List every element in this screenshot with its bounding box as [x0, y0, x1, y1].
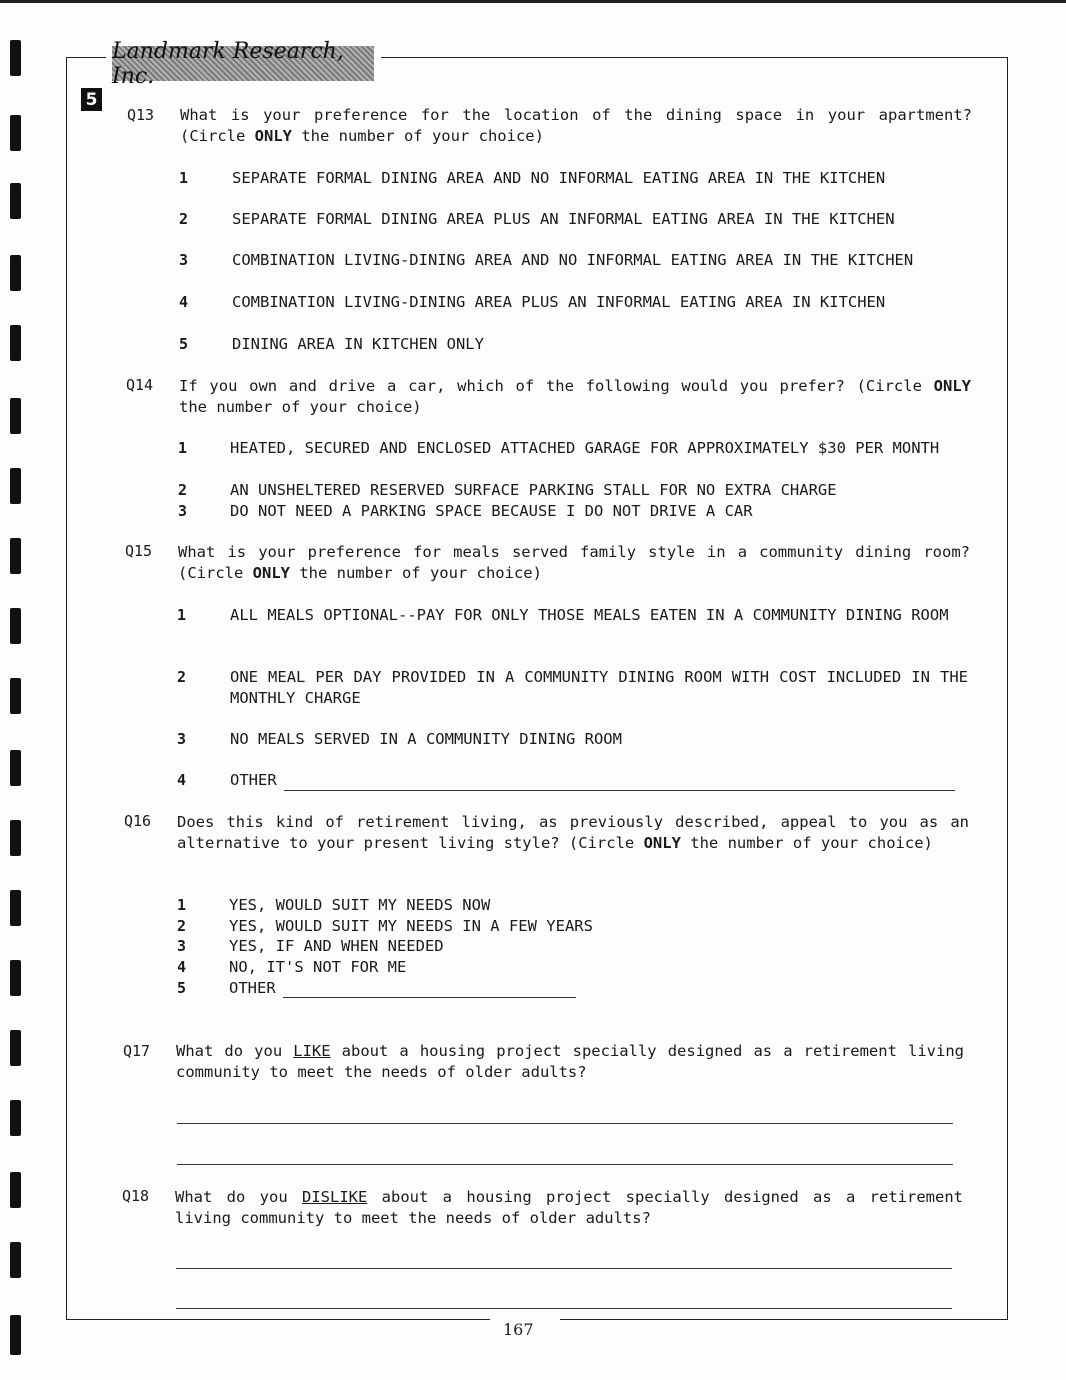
option-text: OTHER [230, 771, 277, 789]
question-number: Q13 [127, 106, 155, 124]
option-text: OTHER [229, 979, 276, 997]
question-text: Does this kind of retirement living, as previously described, appeal to you as an alternative to your present living style? (Circle ONLY the number of your choice) [177, 813, 969, 852]
option-number: 5 [179, 335, 189, 353]
option-number: 3 [178, 502, 188, 520]
punch-hole [10, 115, 21, 151]
punch-hole [10, 1315, 21, 1355]
punch-hole [10, 1100, 21, 1136]
option-number: 3 [177, 937, 187, 955]
punch-hole [10, 960, 21, 996]
option-text: DINING AREA IN KITCHEN ONLY [232, 335, 484, 353]
question-text: What is your preference for the location of the dining space in your apartment? (Circle ONLY the number of your choice) [180, 106, 972, 145]
write-in-line[interactable] [283, 997, 576, 998]
punch-hole [10, 1030, 21, 1066]
punch-hole [10, 255, 21, 291]
option-text: NO MEALS SERVED IN A COMMUNITY DINING ROOM [230, 730, 622, 748]
option-number: 1 [177, 896, 187, 914]
punch-hole [10, 1242, 21, 1278]
punch-hole [10, 40, 21, 76]
company-name: Landmark Research, Inc. [112, 38, 344, 89]
option-text: HEATED, SECURED AND ENCLOSED ATTACHED GARAGE FOR APPROXIMATELY $30 PER MONTH [230, 439, 940, 457]
punch-hole [10, 183, 21, 219]
punch-hole [10, 678, 21, 714]
option-number: 1 [179, 169, 189, 187]
option-number: 1 [178, 439, 188, 457]
option-number: 2 [177, 668, 187, 686]
punch-hole [10, 608, 21, 644]
punch-hole [10, 468, 21, 504]
option-text: DO NOT NEED A PARKING SPACE BECAUSE I DO NOT DRIVE A CAR [230, 502, 753, 520]
option-number: 5 [177, 979, 187, 997]
option-number: 2 [177, 917, 187, 935]
option-text: ONE MEAL PER DAY PROVIDED IN A COMMUNITY DINING ROOM WITH COST INCLUDED IN THE MONTHLY CHARGE [230, 668, 968, 707]
company-banner [112, 38, 374, 89]
punch-hole [10, 890, 21, 926]
option-text: YES, IF AND WHEN NEEDED [229, 937, 444, 955]
option-text: AN UNSHELTERED RESERVED SURFACE PARKING STALL FOR NO EXTRA CHARGE [230, 481, 837, 499]
question-number: Q15 [125, 542, 153, 560]
question-number: Q14 [126, 376, 154, 394]
option-number: 4 [177, 958, 187, 976]
option-number: 4 [177, 771, 187, 789]
option-text: COMBINATION LIVING-DINING AREA AND NO INFORMAL EATING AREA IN THE KITCHEN [232, 251, 914, 269]
punch-hole [10, 820, 21, 856]
answer-line[interactable] [176, 1308, 952, 1309]
section-badge: 5 [81, 88, 102, 111]
option-text: YES, WOULD SUIT MY NEEDS IN A FEW YEARS [229, 917, 593, 935]
answer-line[interactable] [177, 1123, 953, 1124]
option-text: SEPARATE FORMAL DINING AREA AND NO INFORMAL EATING AREA IN THE KITCHEN [232, 169, 886, 187]
question-text: What is your preference for meals served family style in a community dining room? (Circle ONLY the number of your choice) [178, 543, 970, 582]
answer-line[interactable] [177, 1164, 953, 1165]
question-text: If you own and drive a car, which of the following would you prefer? (Circle ONLY the number of your choice) [179, 377, 971, 416]
punch-hole [10, 398, 21, 434]
question-number: Q17 [123, 1042, 151, 1060]
option-number: 2 [178, 481, 188, 499]
option-text: ALL MEALS OPTIONAL--PAY FOR ONLY THOSE MEALS EATEN IN A COMMUNITY DINING ROOM [230, 606, 949, 624]
option-number: 4 [179, 293, 189, 311]
option-number: 3 [179, 251, 189, 269]
answer-line[interactable] [176, 1268, 952, 1269]
question-text: What do you LIKE about a housing project specially designed as a retirement living community to meet the needs of older adults? [176, 1042, 965, 1081]
option-text: COMBINATION LIVING-DINING AREA PLUS AN INFORMAL EATING AREA IN KITCHEN [232, 293, 886, 311]
page-number: 167 [503, 1320, 534, 1339]
punch-hole [10, 538, 21, 574]
option-text: NO, IT'S NOT FOR ME [229, 958, 407, 976]
punch-hole [10, 750, 21, 786]
question-number: Q16 [124, 812, 152, 830]
option-text: SEPARATE FORMAL DINING AREA PLUS AN INFORMAL EATING AREA IN THE KITCHEN [232, 210, 895, 228]
question-text: What do you DISLIKE about a housing project specially designed as a retirement living community to meet the needs of older adults? [175, 1188, 964, 1227]
punch-hole [10, 325, 21, 361]
option-number: 2 [179, 210, 189, 228]
top-edge-line [0, 0, 1066, 3]
option-text: YES, WOULD SUIT MY NEEDS NOW [229, 896, 491, 914]
question-number: Q18 [122, 1187, 150, 1205]
option-number: 1 [177, 606, 187, 624]
punch-hole [10, 1172, 21, 1208]
option-number: 3 [177, 730, 187, 748]
write-in-line[interactable] [284, 790, 955, 791]
